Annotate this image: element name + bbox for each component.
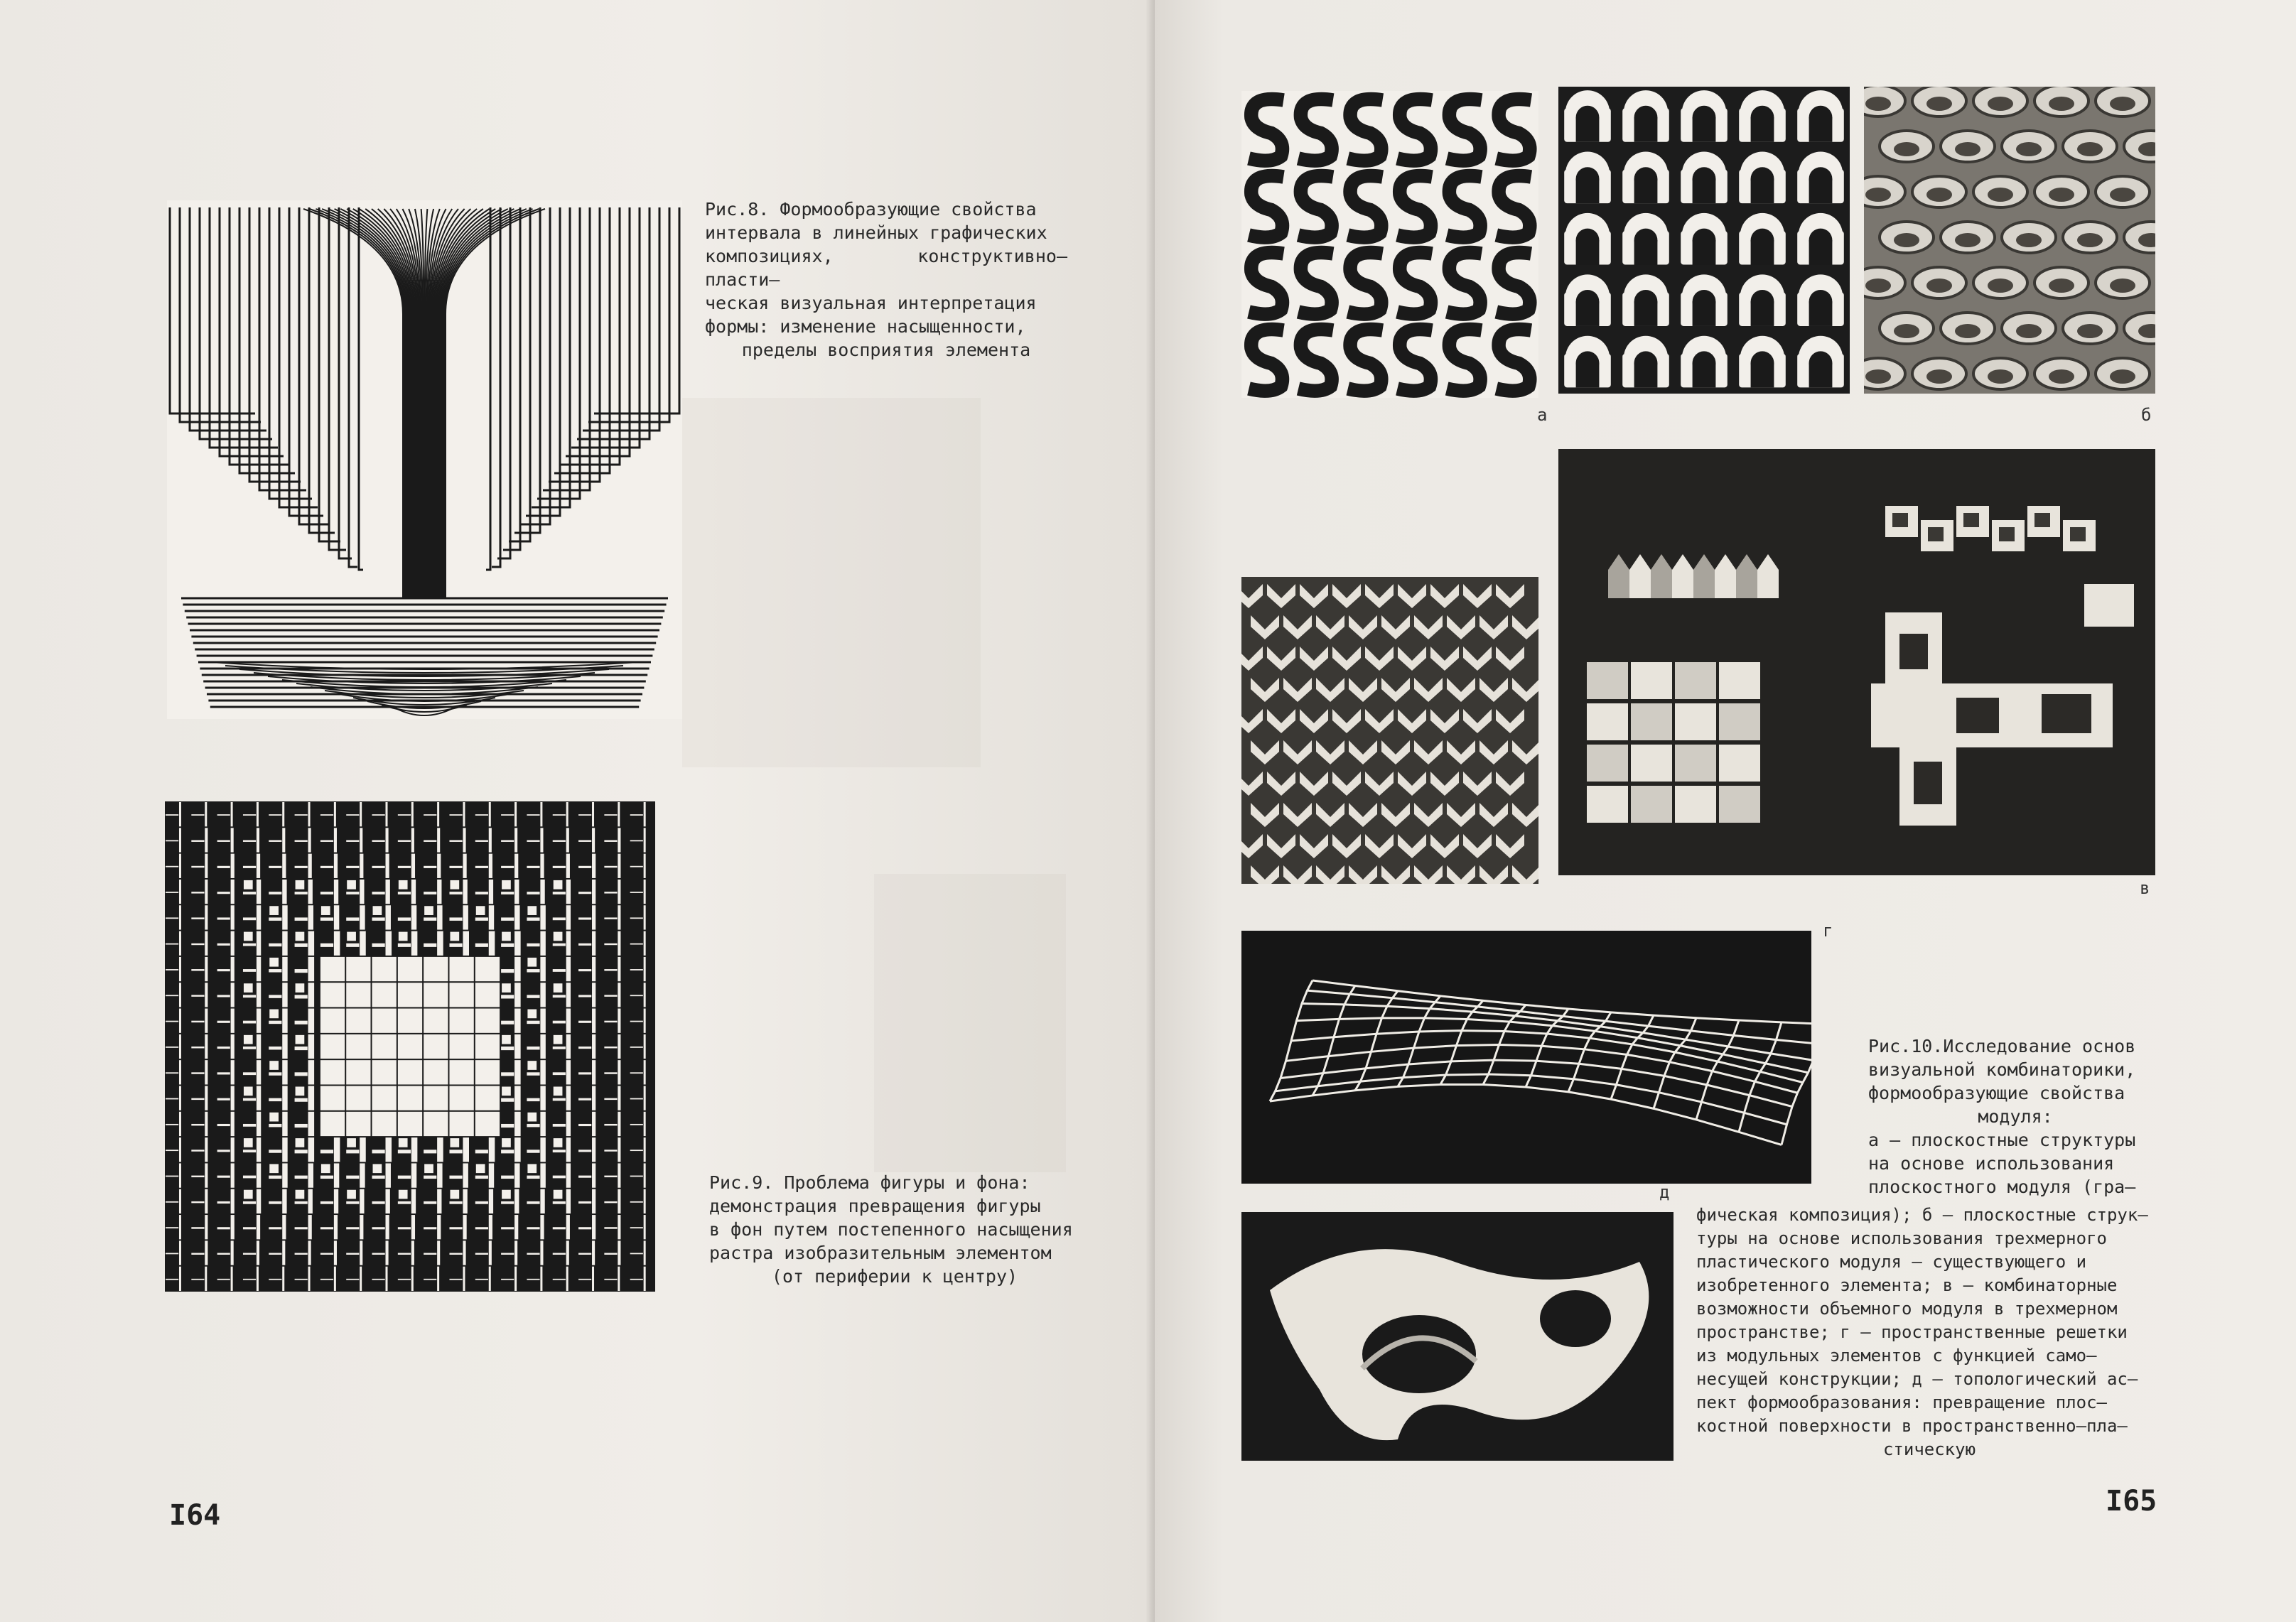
figure-9-figure-ground-grid: [165, 801, 655, 1292]
caption-line: демонстрация превращения фигуры: [709, 1196, 1041, 1216]
caption-line: туры на основе использования трехмерного: [1696, 1228, 2107, 1248]
figure-10-caption-narrow: [1868, 1034, 2162, 1199]
caption-line: композициях, конструктивно–пласти–: [705, 246, 1067, 290]
caption-line: возможности объемного модуля в трехмерном: [1696, 1299, 2118, 1319]
figure-10v-volumetric-modules: [1558, 449, 2155, 875]
caption-line: формообразующие свойства: [1868, 1083, 2125, 1103]
figure-10d-topological-surface: [1241, 1212, 1674, 1461]
figure-8-caption: [705, 198, 1067, 362]
show-through-left: [682, 398, 981, 767]
caption-line: растра изобразительным элементом: [709, 1243, 1052, 1263]
figure-10g-space-lattice: [1241, 931, 1811, 1184]
label-v: в: [2140, 878, 2150, 898]
caption-line: а – плоскостные структуры: [1868, 1130, 2136, 1150]
label-g: г: [1823, 921, 1833, 941]
caption-line: пластического модуля – существующего и: [1696, 1252, 2087, 1272]
caption-line: костной поверхности в пространственно–пла–: [1696, 1416, 2128, 1436]
figure-8-line-composition: [167, 200, 682, 719]
caption-line: на основе использования: [1868, 1153, 2115, 1174]
caption-line: несущей конструкции; д – топологический ас–: [1696, 1369, 2138, 1389]
caption-line: модуля:: [1978, 1106, 2053, 1127]
label-b: б: [2141, 405, 2152, 425]
figure-10b-photo-pattern: [1864, 87, 2155, 394]
figure-9-caption: [709, 1171, 1080, 1288]
caption-line: из модульных элементов с функцией само–: [1696, 1346, 2097, 1366]
caption-line: визуальной комбинаторики,: [1868, 1059, 2136, 1080]
show-through-left-2: [874, 874, 1066, 1172]
figure-10a-s-pattern: [1241, 91, 1538, 398]
caption-line: формы: изменение насыщенности,: [705, 316, 1026, 337]
caption-line: плоскостного модуля (гра–: [1868, 1177, 2136, 1197]
caption-line: Рис.8. Формообразующие свойства: [705, 199, 1037, 220]
caption-line: фическая композиция); б – плоскостные струк–: [1696, 1205, 2148, 1225]
caption-line: (от периферии к центру): [771, 1266, 1018, 1287]
label-d: д: [1659, 1182, 1670, 1202]
page-number-left: I64: [169, 1499, 221, 1532]
figure-10a-arch-pattern: [1558, 87, 1850, 394]
caption-line: ческая визуальная интерпретация: [705, 293, 1037, 313]
label-a: а: [1537, 405, 1548, 425]
caption-line: стическую: [1882, 1439, 1976, 1459]
caption-line: в фон путем постепенного насыщения: [709, 1219, 1073, 1240]
page-number-right: I65: [2106, 1485, 2157, 1518]
caption-line: пространстве; г – пространственные решетки: [1696, 1322, 2128, 1342]
caption-line: пределы восприятия элемента: [741, 340, 1031, 360]
caption-line: интервала в линейных графических: [705, 222, 1047, 243]
figure-10b-chevron-tiles: [1241, 577, 1538, 884]
caption-line: Рис.9. Проблема фигуры и фона:: [709, 1172, 1030, 1193]
caption-line: изобретенного элемента; в – комбинаторные: [1696, 1275, 2118, 1295]
caption-line: пект формообразования: превращение плос–: [1696, 1393, 2107, 1412]
caption-line: Рис.10.Исследование основ: [1868, 1036, 2136, 1056]
figure-10-caption-wide: [1696, 1204, 2162, 1461]
right-page: [1155, 0, 2296, 1622]
